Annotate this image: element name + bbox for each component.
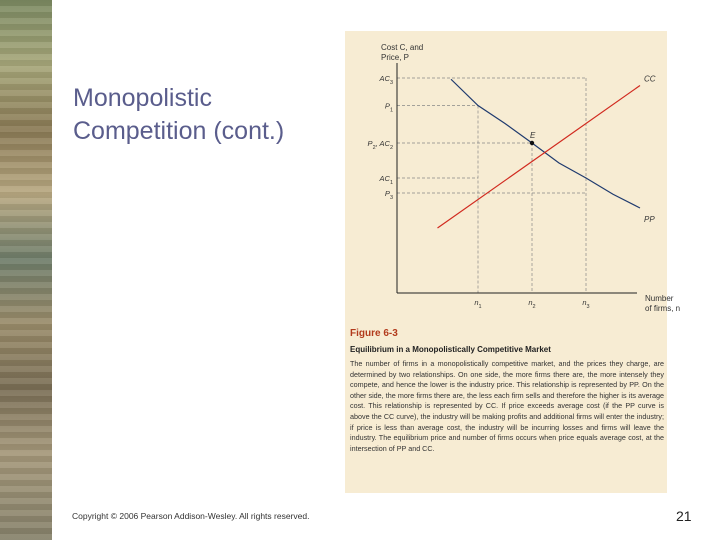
equilibrium-label: E: [530, 131, 536, 140]
figure-body: The number of firms in a monopolistically competitive market, and the prices they charge, are determined by two relationships. On one side, the more firms there are, the more intensely they compete, and hence the lower is the industry price. This relationship is represented by PP. On the other side, the more firms there are, the less each firm sells and therefore the higher is its average cost. This relationship is represented by CC. If price exceeds average cost (if the PP curve is above the CC curve), the industry will be making profits and additional firms will enter the industry; if price is less than average cost, the industry will be incurring losses and firms will leave the industry. The equilibrium price and number of firms occurs when price equals average cost, at the intersection of PP and CC.: [350, 359, 664, 453]
decorative-photo-strip: [0, 0, 52, 540]
equilibrium-chart: [345, 31, 681, 321]
equilibrium-point: [530, 141, 534, 145]
figure-number: Figure 6-3: [350, 328, 398, 339]
guide-lines: [397, 78, 586, 293]
series-cc-label: CC: [644, 74, 656, 84]
y-tick-label: $P_1$: [384, 101, 393, 114]
x-tick-label: $n_3$: [582, 298, 590, 310]
series-cc-line: [438, 86, 641, 229]
x-tick-label: $n_2$: [528, 298, 536, 310]
series-pp-label: PP: [644, 215, 655, 224]
figure-caption: [350, 328, 664, 454]
page-number: 21: [676, 508, 692, 524]
figure-title: Equilibrium in a Monopolistically Competitive Market: [350, 345, 551, 354]
y-tick-label: $AC_1$: [379, 174, 393, 186]
y-tick-label: $AC_3$: [379, 74, 393, 86]
tick-labels: [368, 74, 590, 310]
series-layer: [438, 75, 656, 229]
series-pp-line: [451, 79, 640, 208]
figure-panel: [345, 31, 681, 493]
y-axis-label-line2: Price, P: [381, 53, 410, 62]
y-tick-label: $P_3$: [384, 189, 393, 201]
slide-title: Monopolistic Competition (cont.): [73, 84, 285, 145]
x-tick-label: $n_1$: [474, 298, 482, 310]
x-axis-label-line1: Number: [645, 294, 674, 303]
copyright-footer: Copyright © 2006 Pearson Addison-Wesley. All rights reserved.: [72, 511, 310, 521]
x-axis-label-line2: of firms, n: [645, 304, 681, 313]
y-tick-label: $P_2$, $AC_2$: [367, 139, 393, 151]
y-axis-label-line1: Cost C, and: [381, 43, 424, 52]
